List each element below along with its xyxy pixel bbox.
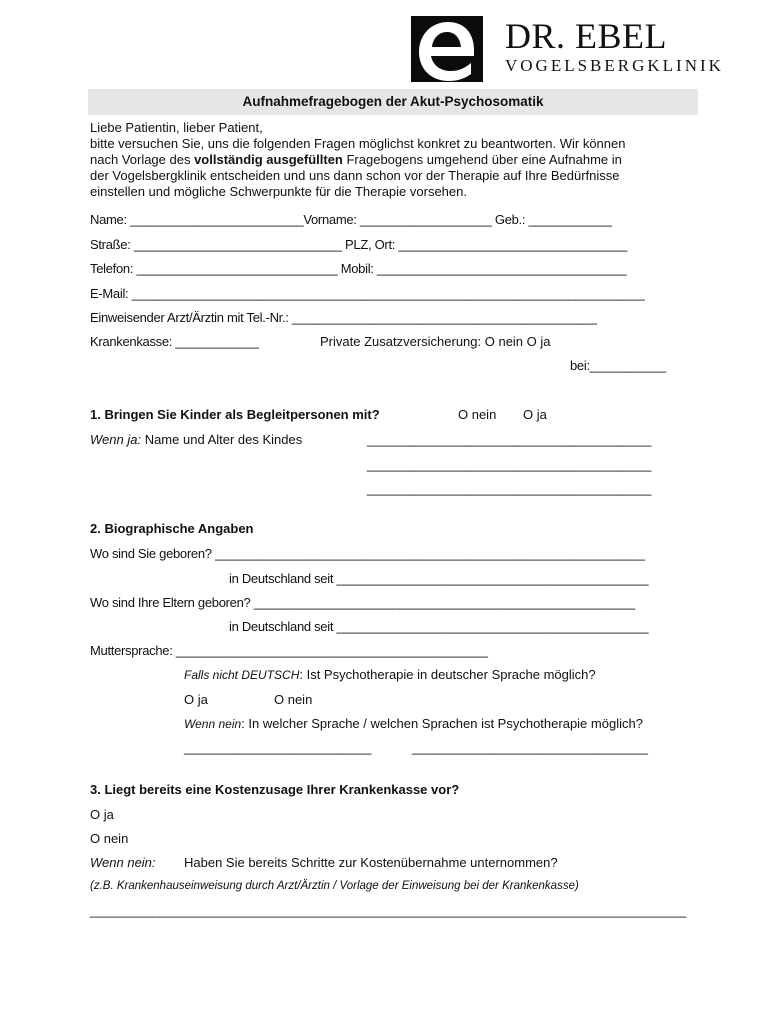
falls-nicht-deutsch (184, 667, 596, 683)
private-insurance-bei-field[interactable]: bei:___________ (570, 358, 666, 373)
intro-line-1: Liebe Patientin, lieber Patient, (90, 120, 263, 135)
email-field[interactable]: E-Mail: __________________________________________________________________________ (90, 286, 645, 301)
intro-line-4: der Vogelsbergklinik entscheiden und uns dann schon vor der Therapie auf Ihre Bedürfnisse (90, 168, 620, 183)
intro-line-3 (90, 152, 700, 168)
section-1-option-ja[interactable]: O ja (523, 407, 547, 422)
section-3-heading: 3. Liegt bereits eine Kostenzusage Ihrer Krankenkasse vor? (90, 782, 460, 797)
logo-subtitle: VOGELSBERGKLINIK (505, 56, 724, 75)
intro-text (90, 120, 700, 200)
german-therapy-option-nein[interactable]: O nein (274, 692, 313, 707)
wenn-nein-language (184, 716, 643, 732)
section-3-wenn-nein-label: Wenn nein: (90, 855, 156, 870)
clinic-logo-icon (411, 16, 483, 82)
section-3-answer-line[interactable]: ______________________________________________________________________________________ (90, 903, 686, 918)
child-line-2[interactable]: _________________________________________ (367, 457, 652, 472)
einweisender-field[interactable]: Einweisender Arzt/Ärztin mit Tel.-Nr.: ____________________________________________ (90, 310, 597, 325)
parents-birthplace-field[interactable]: Wo sind Ihre Eltern geboren? _______________________________________________________ (90, 595, 635, 610)
parents-in-germany-since-field[interactable]: in Deutschland seit _____________________________________________ (229, 619, 649, 634)
intro-line-3-post: Fragebogens umgehend über eine Aufnahme in (342, 152, 622, 167)
private-insurance-options[interactable]: Private Zusatzversicherung: O nein O ja (320, 334, 551, 349)
section-2-heading: 2. Biographische Angaben (90, 521, 254, 536)
wenn-nein-question: : In welcher Sprache / welchen Sprachen ist Psychotherapie möglich? (241, 716, 643, 731)
language-line-1[interactable]: ___________________________ (184, 740, 372, 755)
section-3-example-note: (z.B. Krankenhauseinweisung durch Arzt/Ärztin / Vorlage der Einweisung bei der Krankenkasse) (90, 880, 579, 892)
falls-nicht-deutsch-label: Falls nicht DEUTSCH (184, 668, 300, 682)
wenn-ja-text: Name und Alter des Kindes (141, 432, 303, 447)
in-germany-since-field[interactable]: in Deutschland seit _____________________________________________ (229, 571, 649, 586)
wenn-nein-label: Wenn nein (184, 717, 242, 731)
form-title-bar (88, 89, 698, 115)
name-field[interactable]: Name: _________________________Vorname: ___________________ Geb.: ____________ (90, 212, 612, 227)
section-1-heading: 1. Bringen Sie Kinder als Begleitpersonen mit? (90, 407, 380, 422)
birthplace-field[interactable]: Wo sind Sie geboren? ______________________________________________________________ (90, 546, 645, 561)
intro-line-2: bitte versuchen Sie, uns die folgenden Fragen möglichst konkret zu beantworten. Wir können (90, 136, 626, 151)
falls-nicht-deutsch-question: : Ist Psychotherapie in deutscher Sprache möglich? (299, 667, 596, 682)
telefon-field[interactable]: Telefon: _____________________________ Mobil: ____________________________________ (90, 261, 627, 276)
section-3-option-nein[interactable]: O nein (90, 831, 129, 846)
section-3-wenn-nein-question: Haben Sie bereits Schritte zur Kostenübernahme unternommen? (184, 855, 558, 870)
mother-tongue-field[interactable]: Muttersprache: _____________________________________________ (90, 643, 488, 658)
logo-name: DR. EBEL (505, 16, 667, 56)
section-1-option-nein[interactable]: O nein (458, 407, 497, 422)
intro-line-3-bold: vollständig ausgefüllten (194, 152, 343, 167)
wenn-ja-label: Wenn ja: (90, 432, 142, 447)
child-line-3[interactable]: _________________________________________ (367, 481, 652, 496)
child-line-1[interactable]: _________________________________________ (367, 432, 652, 447)
section-3-option-ja[interactable]: O ja (90, 807, 114, 822)
german-therapy-option-ja[interactable]: O ja (184, 692, 208, 707)
intro-line-5: einstellen und mögliche Schwerpunkte für die Therapie vorsehen. (90, 184, 467, 199)
form-title: Aufnahmefragebogen der Akut-Psychosomatik (242, 94, 544, 109)
intro-line-3-pre: nach Vorlage des (90, 152, 195, 167)
strasse-field[interactable]: Straße: ______________________________ PLZ, Ort: _________________________________ (90, 237, 628, 252)
language-line-2[interactable]: __________________________________ (412, 740, 648, 755)
section-1-wenn-ja (90, 432, 302, 448)
krankenkasse-field[interactable]: Krankenkasse: ____________ (90, 334, 259, 349)
